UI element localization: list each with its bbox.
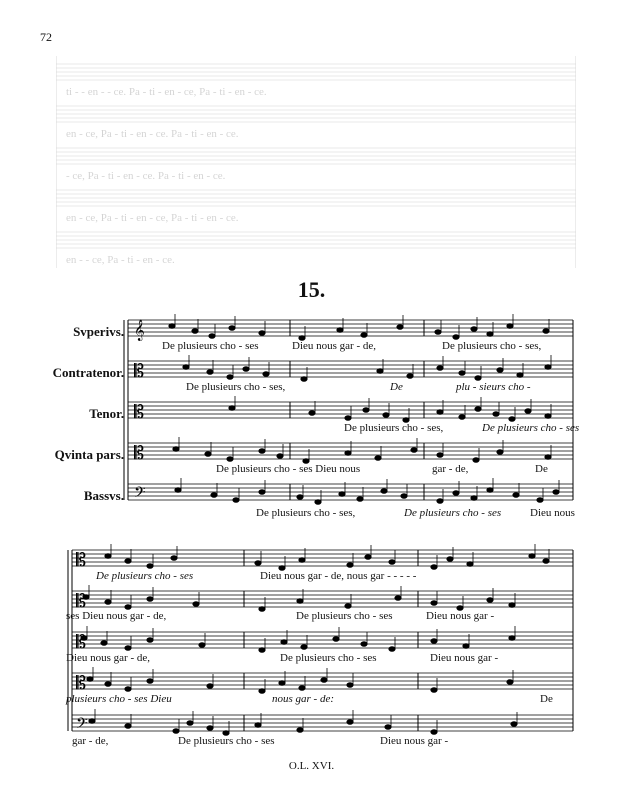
- s2-contratenor-note: [509, 603, 515, 608]
- s1-quinta-note: [411, 448, 417, 453]
- s2-clef-icon: 𝄡: [76, 550, 87, 571]
- s1-quinta-lyric-2: gar - de,: [432, 463, 469, 475]
- s1-tenor-lyric-1: De plusieurs cho - ses,: [344, 422, 444, 434]
- s1-superius-lyric-1: De plusieurs cho - ses: [162, 340, 259, 352]
- s2-tenor-note: [125, 646, 131, 651]
- s2-contratenor-note: [487, 598, 493, 603]
- s2-contratenor-note: [345, 604, 351, 609]
- s2-contratenor-note: [125, 605, 131, 610]
- s1-contratenor-lyric-3: plu - sieurs cho -: [456, 381, 531, 393]
- s1-bassus-note: [357, 497, 363, 502]
- s2-clef-icon: 𝄡: [76, 591, 87, 612]
- s2-quinta-lyric-2: nous gar - de:: [272, 693, 335, 705]
- s2-superius-note: [529, 554, 535, 559]
- s1-contratenor-note: [545, 365, 551, 370]
- s1-quinta-note: [205, 452, 211, 457]
- s1-superius-note: [229, 326, 235, 331]
- s2-bassus-lyric-2: De plusieurs cho - ses: [178, 735, 275, 747]
- piece-number: 15.: [297, 277, 326, 302]
- s1-superius-note: [453, 335, 459, 340]
- s2-quinta-lyric-1: plusieurs cho - ses Dieu: [66, 693, 172, 705]
- s2-clef-icon: 𝄡: [76, 673, 87, 694]
- s2-contratenor-note: [259, 607, 265, 612]
- s2-bassus-note: [173, 729, 179, 734]
- s2-tenor-note: [431, 639, 437, 644]
- s1-contratenor-note: [377, 369, 383, 374]
- s1-quinta-note: [259, 449, 265, 454]
- s1-bassus-note: [513, 493, 519, 498]
- s1-superius-note: [507, 324, 513, 329]
- s2-superius-note: [543, 559, 549, 564]
- s2-quinta-note: [279, 681, 285, 686]
- s1-tenor-note: [383, 413, 389, 418]
- s1-superius-note: [487, 332, 493, 337]
- s2-contratenor-lyric-2: De plusieurs cho - ses: [296, 610, 393, 622]
- s2-tenor-note: [301, 645, 307, 650]
- s2-tenor-note: [361, 642, 367, 647]
- s1-superius-lyric-2: Dieu nous gar - de,: [292, 340, 377, 352]
- s2-contratenor-note: [193, 602, 199, 607]
- s2-superius-note: [299, 558, 305, 563]
- s1-superius-note: [361, 333, 367, 338]
- s2-quinta-note: [87, 677, 93, 682]
- s1-bassus-lyric-3: Dieu nous: [530, 507, 575, 519]
- s1-contratenor-lyric-1: De plusieurs cho - ses,: [186, 381, 286, 393]
- s1-contratenor-note: [459, 371, 465, 376]
- s1-contratenor-note: [517, 373, 523, 378]
- s1-quinta-lyric-1: De plusieurs cho - ses Dieu nous: [216, 463, 361, 475]
- s1-quinta-note: [545, 455, 551, 460]
- s1-tenor-note: [309, 411, 315, 416]
- s2-bassus-note: [347, 720, 353, 725]
- s1-contratenor-note: [207, 370, 213, 375]
- s1-tenor-note: [437, 410, 443, 415]
- faded-lyric-2: en - ce, Pa - ti - en - ce. Pa - ti - en - ce.: [66, 128, 239, 140]
- s2-contratenor-note: [431, 601, 437, 606]
- s2-tenor-note: [463, 644, 469, 649]
- s2-bassus-note: [511, 722, 517, 727]
- s1-tenor-note: [545, 414, 551, 419]
- s2-quinta-note: [321, 678, 327, 683]
- s2-tenor-note: [333, 637, 339, 642]
- s2-contratenor-note: [105, 600, 111, 605]
- s1-superius-lyric-3: De plusieurs cho - ses,: [442, 340, 542, 352]
- s2-contratenor-note: [395, 596, 401, 601]
- s1-superius-note: [209, 334, 215, 339]
- s1-bassus-note: [453, 491, 459, 496]
- s2-tenor-note: [259, 648, 265, 653]
- s2-superius-note: [467, 562, 473, 567]
- s2-superius-lyric-2: Dieu nous gar - de, nous gar - - - - -: [260, 570, 417, 582]
- s2-bassus-note: [207, 726, 213, 731]
- s2-quinta-note: [507, 680, 513, 685]
- s2-superius-note: [389, 560, 395, 565]
- s1-tenor-note: [345, 416, 351, 421]
- s2-tenor-note: [281, 640, 287, 645]
- s1-contratenor-note: [227, 375, 233, 380]
- voice-label-contratenor: Contratenor.: [52, 365, 124, 380]
- s1-contratenor-note: [183, 365, 189, 370]
- s2-superius-note: [255, 561, 261, 566]
- s1-contratenor-note: [301, 377, 307, 382]
- s1-tenor-note: [493, 412, 499, 417]
- s1-bassus-note: [175, 488, 181, 493]
- s1-quinta-note: [473, 458, 479, 463]
- s1-bassus-note: [211, 493, 217, 498]
- s2-clef-icon: 𝄡: [76, 632, 87, 653]
- s2-superius-note: [365, 555, 371, 560]
- s2-quinta-note: [259, 689, 265, 694]
- s2-superius-note: [431, 565, 437, 570]
- s1-bassus-note: [233, 498, 239, 503]
- faded-lyric-4: en - ce, Pa - ti - en - ce, Pa - ti - en - ce.: [66, 212, 239, 224]
- s1-bassus-note: [259, 490, 265, 495]
- s1-bassus-lyric-2: De plusieurs cho - ses: [404, 507, 502, 519]
- s2-contratenor-note: [147, 597, 153, 602]
- s1-bassus-note: [339, 492, 345, 497]
- s1-bassus-note: [297, 495, 303, 500]
- s1-superius-note: [397, 325, 403, 330]
- s1-clef-icon: 𝄡: [134, 443, 145, 464]
- s2-quinta-note: [431, 688, 437, 693]
- s1-bassus-note: [315, 500, 321, 505]
- s1-bassus-note: [537, 498, 543, 503]
- s1-bassus-note: [381, 489, 387, 494]
- s2-tenor-lyric-3: Dieu nous gar -: [430, 652, 499, 664]
- s2-tenor-note: [101, 641, 107, 646]
- s2-bassus-note: [89, 719, 95, 724]
- s2-bassus-note: [385, 725, 391, 730]
- s1-bassus-note: [401, 494, 407, 499]
- s2-tenor-note: [509, 636, 515, 641]
- s2-superius-note: [347, 563, 353, 568]
- s2-superius-note: [447, 557, 453, 562]
- s2-bassus-note: [297, 728, 303, 733]
- s1-superius-note: [169, 324, 175, 329]
- s1-quinta-note: [375, 456, 381, 461]
- s1-contratenor-note: [243, 367, 249, 372]
- s1-tenor-note: [229, 406, 235, 411]
- faded-lyric-5: en - - ce, Pa - ti - en - ce.: [66, 254, 175, 266]
- s2-bassus-note: [125, 724, 131, 729]
- s1-clef-icon: 𝄡: [134, 402, 145, 423]
- s1-clef-icon: 𝄢: [134, 484, 146, 505]
- s2-tenor-note: [199, 643, 205, 648]
- s2-quinta-note: [125, 687, 131, 692]
- page-number: 72: [40, 30, 52, 44]
- s2-bassus-note: [255, 723, 261, 728]
- s1-superius-note: [259, 331, 265, 336]
- s1-superius-note: [337, 328, 343, 333]
- s1-clef-icon: 𝄡: [134, 361, 145, 382]
- s2-superius-lyric-1: De plusieurs cho - ses: [96, 570, 194, 582]
- s2-quinta-note: [299, 686, 305, 691]
- s1-bassus-note: [437, 499, 443, 504]
- s1-tenor-note: [509, 417, 515, 422]
- s2-superius-note: [171, 556, 177, 561]
- faded-lyric-3: - ce, Pa - ti - en - ce. Pa - ti - en - ce.: [66, 170, 226, 182]
- s1-contratenor-note: [497, 368, 503, 373]
- s1-bassus-lyric-1: De plusieurs cho - ses,: [256, 507, 356, 519]
- s1-tenor-note: [459, 415, 465, 420]
- s1-tenor-lyric-2: De plusieurs cho - ses: [482, 422, 580, 434]
- s1-quinta-lyric-3: De: [535, 463, 548, 475]
- s1-quinta-note: [345, 451, 351, 456]
- s2-bassus-lyric-3: Dieu nous gar -: [380, 735, 449, 747]
- s1-quinta-note: [437, 453, 443, 458]
- s2-tenor-note: [147, 638, 153, 643]
- s1-quinta-note: [277, 454, 283, 459]
- s2-clef-icon: 𝄢: [76, 715, 88, 736]
- s2-superius-note: [125, 559, 131, 564]
- s1-tenor-note: [525, 409, 531, 414]
- s1-superius-note: [471, 327, 477, 332]
- s1-superius-note: [435, 330, 441, 335]
- s1-contratenor-note: [407, 374, 413, 379]
- s1-tenor-note: [363, 408, 369, 413]
- s1-contratenor-lyric-2: De: [390, 381, 403, 393]
- s2-quinta-note: [347, 683, 353, 688]
- s1-contratenor-note: [263, 372, 269, 377]
- s1-quinta-note: [497, 450, 503, 455]
- s2-bassus-lyric-1: gar - de,: [72, 735, 109, 747]
- s2-tenor-lyric-2: De plusieurs cho - ses: [280, 652, 377, 664]
- s2-quinta-note: [105, 682, 111, 687]
- s2-superius-note: [105, 554, 111, 559]
- s1-contratenor-note: [475, 376, 481, 381]
- voice-label-bassus: Bassvs.: [83, 488, 124, 503]
- s2-contratenor-lyric-3: Dieu nous gar -: [426, 610, 495, 622]
- voice-label-tenor: Tenor.: [89, 406, 124, 421]
- s2-tenor-note: [389, 647, 395, 652]
- s2-bassus-note: [431, 730, 437, 735]
- voice-label-superius: Svperivs.: [73, 324, 124, 339]
- s1-bassus-note: [553, 490, 559, 495]
- s2-quinta-note: [207, 684, 213, 689]
- s2-quinta-lyric-3: De: [540, 693, 553, 705]
- page-footer: O.L. XVI.: [288, 760, 335, 772]
- voice-label-quinta-pars: Qvinta pars.: [54, 447, 124, 462]
- s2-tenor-lyric-1: Dieu nous gar - de,: [66, 652, 151, 664]
- faded-lyric-1: ti - - en - - ce. Pa - ti - en - ce, Pa - ti - en - ce.: [66, 86, 267, 98]
- s2-bassus-note: [187, 721, 193, 726]
- s1-superius-note: [543, 329, 549, 334]
- s2-contratenor-lyric-1: ses Dieu nous gar - de,: [66, 610, 167, 622]
- s1-bassus-note: [487, 488, 493, 493]
- s1-tenor-note: [475, 407, 481, 412]
- s1-quinta-note: [173, 447, 179, 452]
- s2-contratenor-note: [297, 599, 303, 604]
- s1-bassus-note: [471, 496, 477, 501]
- s1-quinta-note: [227, 457, 233, 462]
- s2-superius-note: [147, 564, 153, 569]
- s1-superius-note: [192, 329, 198, 334]
- s1-contratenor-note: [437, 366, 443, 371]
- s1-clef-icon: 𝄞: [134, 320, 145, 341]
- s2-quinta-note: [147, 679, 153, 684]
